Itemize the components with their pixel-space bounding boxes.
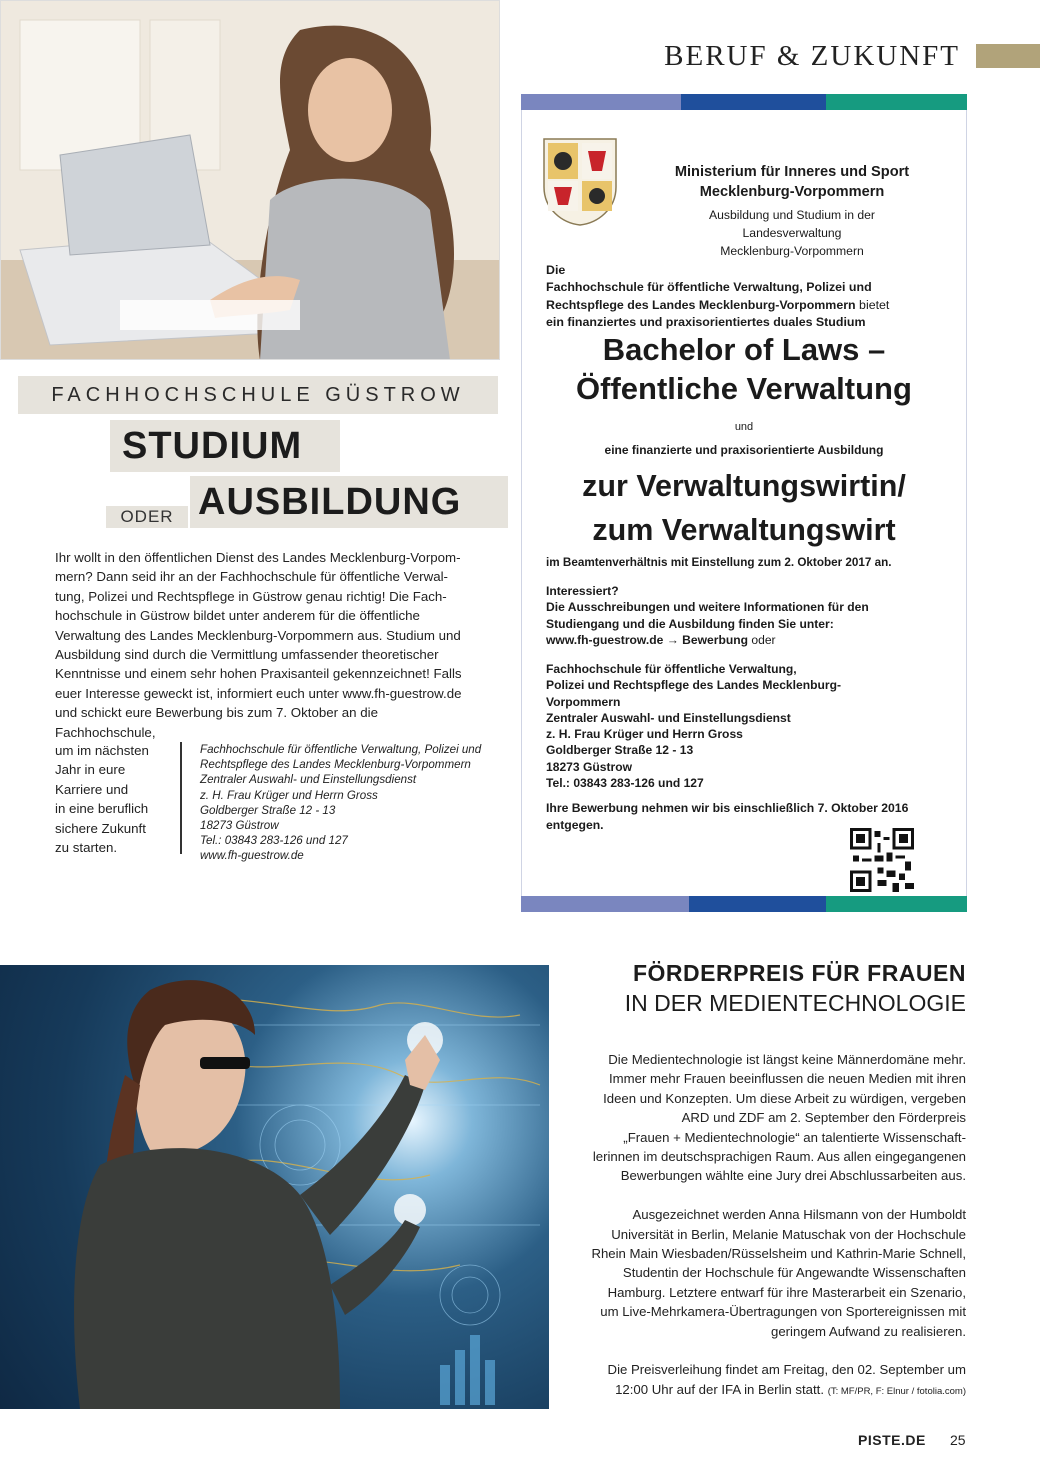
contact-line: Tel.: 03843 283-126 und 127	[200, 834, 348, 848]
headline-studium: STUDIUM	[122, 425, 303, 467]
body-line: Verwaltung des Landes Mecklenburg-Vorpommern aus. Studium und	[55, 627, 461, 643]
body-line: geringem Aufwand zu realisieren.	[771, 1323, 966, 1339]
ad-stripe-bottom-3	[826, 896, 967, 912]
advertisement	[521, 94, 967, 914]
section-accent-bar	[976, 44, 1040, 68]
ad-address-line: Zentraler Auswahl- und Einstellungsdienst	[546, 710, 791, 725]
body-line: Studentin der Hochschule für Angewandte Wissenschaften	[622, 1265, 966, 1281]
ad-intro-line	[546, 297, 946, 314]
ad-intro-rest: bietet	[855, 297, 890, 312]
ad-big-line: zum Verwaltungswirt	[592, 513, 896, 547]
ad-ausbildung-line: eine finanzierte und praxisorientierte Ausbildung	[604, 443, 884, 457]
contact-line: Fachhochschule für öffentliche Verwaltung, Polizei und	[200, 743, 482, 756]
headline-oder: ODER	[120, 507, 174, 526]
ad-address-line: Vorpommern	[546, 694, 621, 709]
ad-ministry-line: Ministerium für Inneres und Sport	[674, 164, 910, 180]
body-line: euer Interesse geweckt ist, informiert euch unter www.fh-guestrow.de	[55, 685, 462, 701]
ad-address-line: Tel.: 03843 283-126 und 127	[546, 776, 704, 791]
qr-code-icon[interactable]	[850, 828, 914, 892]
ad-info-title: Interessiert?	[546, 584, 619, 598]
body-line: und schickt eure Bewerbung bis zum 7. Oktober an die	[55, 705, 378, 721]
contact-website-link[interactable]: www.fh-guestrow.de	[200, 849, 304, 863]
body-line: Die Preisverleihung findet am Freitag, den 02. September um	[607, 1362, 966, 1378]
body-line: Ideen und Konzepten. Um diese Arbeit zu würdigen, vergeben	[603, 1090, 966, 1106]
ad-stripe-top-3	[826, 94, 967, 110]
ad-address-line: z. H. Frau Krüger und Herrn Gross	[546, 727, 743, 742]
article2-headline: FÖRDERPREIS FÜR FRAUEN	[632, 960, 966, 986]
body-line: Bewerbungen wählte eine Jury drei Abschlussarbeiten aus.	[620, 1168, 966, 1184]
ad-ministry-title	[632, 162, 952, 202]
ad-sub-line: Mecklenburg-Vorpommern	[720, 244, 864, 258]
ad-big-line: Öffentliche Verwaltung	[576, 371, 912, 406]
photo-credit: (T: MF/PR, F: Elnur / fotolia.com)	[827, 1385, 966, 1397]
article2-paragraph	[570, 1050, 966, 1186]
ad-url-link[interactable]: www.fh-guestrow.de → Bewerbung	[546, 632, 749, 647]
ad-ministry-subtitle	[662, 206, 922, 260]
contact-line: Goldberger Straße 12 - 13	[200, 803, 336, 817]
contact-divider	[180, 742, 182, 854]
ad-info-oder: oder	[748, 632, 776, 647]
contact-line: 18273 Güstrow	[200, 819, 279, 833]
contact-line: Rechtspflege des Landes Mecklenburg-Vorpommern	[200, 758, 471, 772]
ad-sub-line: Landesverwaltung	[742, 226, 842, 240]
ad-intro-line: ein finanziertes und praxisorientiertes duales Studium	[546, 315, 866, 330]
ad-beamten-line: im Beamtenverhältnis mit Einstellung zum 2. Oktober 2017 an.	[546, 556, 892, 569]
ad-intro-bold: Rechtspflege des Landes Mecklenburg-Vorpommern	[546, 297, 856, 312]
body-line: Rhein Main Wiesbaden/Rüsselsheim und Kathrin-Marie Schnell,	[591, 1246, 966, 1262]
body-line: Ausgezeichnet werden Anna Hilsmann von der Humboldt	[632, 1207, 966, 1223]
ad-ministry-line: Mecklenburg-Vorpommern	[699, 184, 885, 200]
ad-deadline-line: Ihre Bewerbung nehmen wir bis einschließlich 7. Oktober 2016	[546, 801, 909, 815]
ad-intro	[546, 262, 946, 332]
article-kicker: FACHHOCHSCHULE GÜSTROW	[51, 384, 465, 406]
ad-stripe-bottom-1	[521, 896, 689, 912]
body-line: Hamburg. Letztere entwarf für ihre Masterarbeit ein Szenario,	[607, 1284, 966, 1300]
page-number: 25	[950, 1432, 966, 1448]
ad-big-line: Bachelor of Laws –	[602, 332, 886, 367]
ad-address-line: Polizei und Rechtspflege des Landes Mecklenburg-	[546, 678, 842, 693]
body-line: ARD und ZDF am 2. September den Förderpreis	[681, 1110, 966, 1126]
body-line: mern? Dann seid ihr an der Fachhochschule für öffentliche Verwal-	[55, 569, 448, 585]
body-line: Jahr in eure	[55, 762, 126, 778]
body-line: Ausbildung sind durch die Vermittlung umfassender theoretischer	[55, 647, 439, 663]
body-line: lerinnen im deutschsprachigen Raum. Aus allen eingegangenen	[592, 1149, 966, 1165]
body-line: Ihr wollt in den öffentlichen Dienst des Landes Mecklenburg-Vorpom-	[55, 550, 461, 565]
ad-verwaltungswirt-headline	[532, 464, 956, 552]
media-technology-illustration	[0, 965, 549, 1409]
body-line: hochschule in Güstrow bildet unter anderem für die öffentliche	[55, 608, 420, 624]
body-line: um im nächsten	[55, 743, 149, 758]
ad-address-line: 18273 Güstrow	[546, 759, 633, 774]
ad-content	[521, 110, 967, 896]
body-line: „Frauen + Medientechnologie“ an talentierte Wissenschaft-	[623, 1129, 966, 1145]
article2-paragraph	[570, 1360, 966, 1401]
contact-line: z. H. Frau Krüger und Herrn Gross	[200, 788, 378, 802]
ad-address-line: Fachhochschule für öffentliche Verwaltung,	[546, 662, 797, 676]
ad-address-line: Goldberger Straße 12 - 13	[546, 743, 694, 758]
ad-intro-line: Fachhochschule für öffentliche Verwaltung, Polizei und	[546, 280, 872, 295]
ad-stripe-bottom-2	[689, 896, 826, 912]
ad-deadline-line: entgegen.	[546, 817, 604, 832]
section-title: BERUF & ZUKUNFT	[664, 40, 960, 72]
ad-sub-line: Ausbildung und Studium in der	[709, 208, 875, 222]
footer-brand: PISTE.DE	[858, 1432, 926, 1448]
body-line: in eine beruflich	[55, 801, 149, 817]
body-line: 12:00 Uhr auf der IFA in Berlin statt.	[615, 1381, 825, 1397]
ad-info	[546, 583, 956, 648]
body-line: tung, Polizei und Rechtspflege in Güstrow genau richtig! Die Fach-	[55, 588, 447, 604]
article1-body	[55, 548, 465, 742]
body-line: Kenntnisse und einem sehr hohen Praxisanteil gekennzeichnet! Falls	[55, 666, 462, 682]
contact-line: Zentraler Auswahl- und Einstellungsdienst	[200, 773, 417, 787]
media-technology-photo	[0, 965, 549, 1409]
body-line: Universität in Berlin, Melanie Matuschak von der Hochschule	[611, 1226, 966, 1242]
article2-subheadline: IN DER MEDIENTECHNOLOGIE	[624, 990, 966, 1016]
coat-of-arms-icon	[542, 137, 618, 227]
article1-body-tail	[55, 741, 175, 857]
ad-stripe-top-2	[681, 94, 826, 110]
ad-address	[546, 661, 956, 791]
ad-info-line: Studiengang und die Ausbildung finden Sie unter:	[546, 616, 834, 631]
article2-body	[570, 1050, 966, 1421]
body-line: um Live-Mehrkamera-Übertragungen von Sportereignissen mit	[600, 1304, 966, 1320]
body-line: Fachhochschule,	[55, 724, 156, 740]
body-line: Immer mehr Frauen beeinflussen die neuen Medien mit ihren	[609, 1071, 966, 1087]
ad-bachelor-headline	[532, 330, 956, 408]
article2-paragraph	[570, 1205, 966, 1341]
body-line: sichere Zukunft	[55, 820, 146, 836]
student-photo	[0, 0, 500, 360]
body-line: zu starten.	[55, 840, 118, 856]
ad-big-line: zur Verwaltungswirtin/	[582, 469, 906, 503]
body-line: Karriere und	[55, 781, 129, 797]
headline-ausbildung: AUSBILDUNG	[198, 481, 462, 523]
ad-info-line	[546, 632, 956, 648]
body-line: Die Medientechnologie ist längst keine Männerdomäne mehr.	[608, 1052, 966, 1067]
student-photo-illustration	[0, 0, 500, 360]
ad-stripe-top-1	[521, 94, 681, 110]
ad-info-line: Die Ausschreibungen und weitere Informationen für den	[546, 600, 869, 615]
contact-block	[200, 742, 510, 864]
ad-connector: und	[734, 421, 754, 433]
ad-intro-line: Die	[546, 263, 566, 277]
